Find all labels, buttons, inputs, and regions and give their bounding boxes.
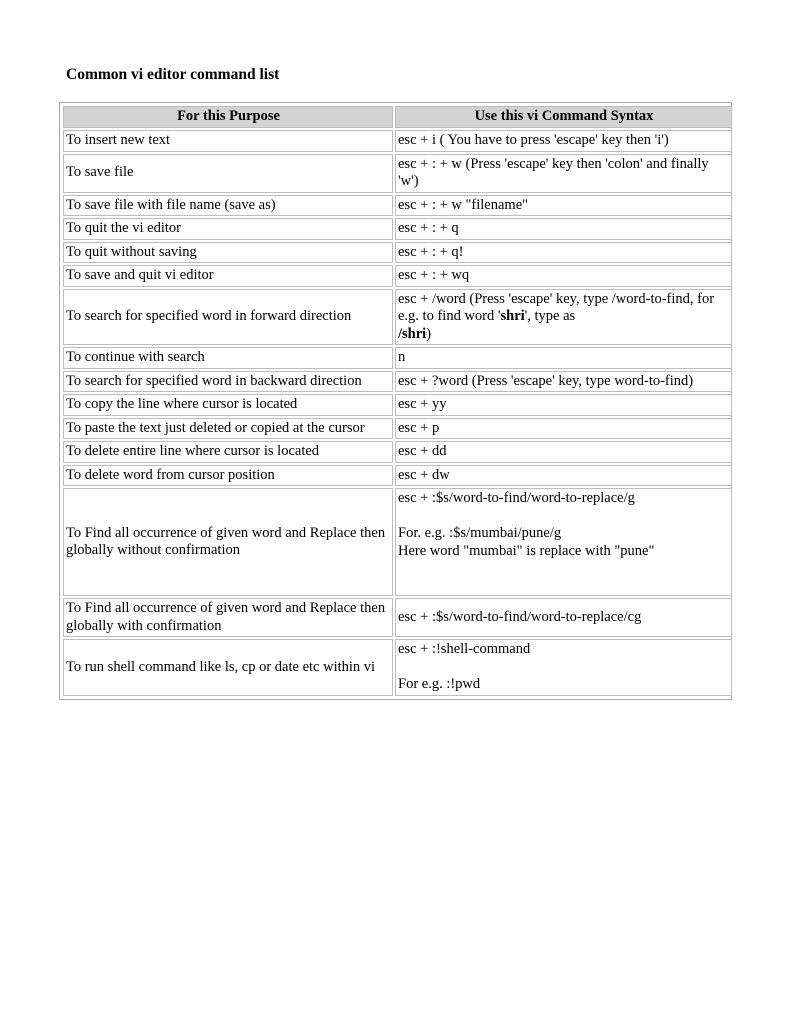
document-title: Common vi editor command list bbox=[66, 66, 280, 83]
command-table-container bbox=[59, 102, 732, 700]
table-row bbox=[63, 418, 732, 440]
table-row bbox=[63, 639, 732, 696]
syntax-column-header: Use this vi Command Syntax bbox=[395, 106, 732, 128]
syntax-cell: esc + :$s/word-to-find/word-to-replace/cg bbox=[395, 598, 732, 637]
purpose-cell: To quit the vi editor bbox=[63, 218, 393, 240]
table-row bbox=[63, 394, 732, 416]
purpose-cell: To copy the line where cursor is located bbox=[63, 394, 393, 416]
syntax-bold-text: /shri bbox=[398, 325, 427, 342]
table-row bbox=[63, 289, 732, 346]
table-row bbox=[63, 130, 732, 152]
syntax-line: esc + :!shell-command bbox=[398, 641, 531, 657]
syntax-cell: esc + : + w "filename" bbox=[395, 195, 732, 217]
purpose-cell: To delete entire line where cursor is located bbox=[63, 441, 393, 463]
syntax-cell: esc + i ( You have to press 'escape' key then 'i') bbox=[395, 130, 732, 152]
syntax-cell: esc + dw bbox=[395, 465, 732, 487]
table-row bbox=[63, 371, 732, 393]
syntax-line: For e.g. :!pwd bbox=[398, 676, 481, 692]
table-row bbox=[63, 265, 732, 287]
purpose-cell: To save file with file name (save as) bbox=[63, 195, 393, 217]
purpose-cell: To paste the text just deleted or copied at the cursor bbox=[63, 418, 393, 440]
syntax-cell bbox=[395, 488, 732, 596]
table-row bbox=[63, 441, 732, 463]
syntax-line: esc + :$s/word-to-find/word-to-replace/g bbox=[398, 490, 635, 506]
command-table bbox=[61, 104, 734, 698]
table-row bbox=[63, 218, 732, 240]
table-row bbox=[63, 488, 732, 596]
purpose-cell: To continue with search bbox=[63, 347, 393, 369]
table-row bbox=[63, 154, 732, 193]
purpose-cell: To run shell command like ls, cp or date etc within vi bbox=[63, 639, 393, 696]
syntax-text: ', type as bbox=[524, 308, 576, 324]
purpose-cell: To quit without saving bbox=[63, 242, 393, 264]
syntax-cell: esc + : + w (Press 'escape' key then 'colon' and finally 'w') bbox=[395, 154, 732, 193]
syntax-cell: esc + : + q bbox=[395, 218, 732, 240]
syntax-line: Here word "mumbai" is replace with "pune" bbox=[398, 542, 655, 559]
purpose-column-header: For this Purpose bbox=[63, 106, 393, 128]
table-row bbox=[63, 242, 732, 264]
syntax-cell: n bbox=[395, 347, 732, 369]
syntax-line: For. e.g. :$s/mumbai/pune/g bbox=[398, 525, 562, 541]
syntax-text: esc + /word (Press 'escape' key, type /word-to-find, for e.g. to find word ' bbox=[398, 290, 715, 324]
syntax-bold-text: shri bbox=[500, 308, 525, 324]
purpose-cell: To save file bbox=[63, 154, 393, 193]
table-row bbox=[63, 465, 732, 487]
purpose-cell: To search for specified word in backward direction bbox=[63, 371, 393, 393]
syntax-cell: esc + dd bbox=[395, 441, 732, 463]
purpose-cell: To delete word from cursor position bbox=[63, 465, 393, 487]
purpose-cell: To Find all occurrence of given word and Replace then globally without confirmation bbox=[63, 488, 393, 596]
table-row bbox=[63, 598, 732, 637]
table-header-row bbox=[63, 106, 732, 128]
syntax-cell: esc + yy bbox=[395, 394, 732, 416]
syntax-cell: esc + : + q! bbox=[395, 242, 732, 264]
purpose-cell: To search for specified word in forward direction bbox=[63, 289, 393, 346]
purpose-cell: To insert new text bbox=[63, 130, 393, 152]
syntax-cell bbox=[395, 639, 732, 696]
table-row bbox=[63, 195, 732, 217]
syntax-cell: esc + : + wq bbox=[395, 265, 732, 287]
syntax-cell: esc + p bbox=[395, 418, 732, 440]
purpose-cell: To save and quit vi editor bbox=[63, 265, 393, 287]
syntax-cell bbox=[395, 289, 732, 346]
table-row bbox=[63, 347, 732, 369]
syntax-cell: esc + ?word (Press 'escape' key, type word-to-find) bbox=[395, 371, 732, 393]
purpose-cell: To Find all occurrence of given word and Replace then globally with confirmation bbox=[63, 598, 393, 637]
syntax-text: ) bbox=[426, 325, 432, 342]
